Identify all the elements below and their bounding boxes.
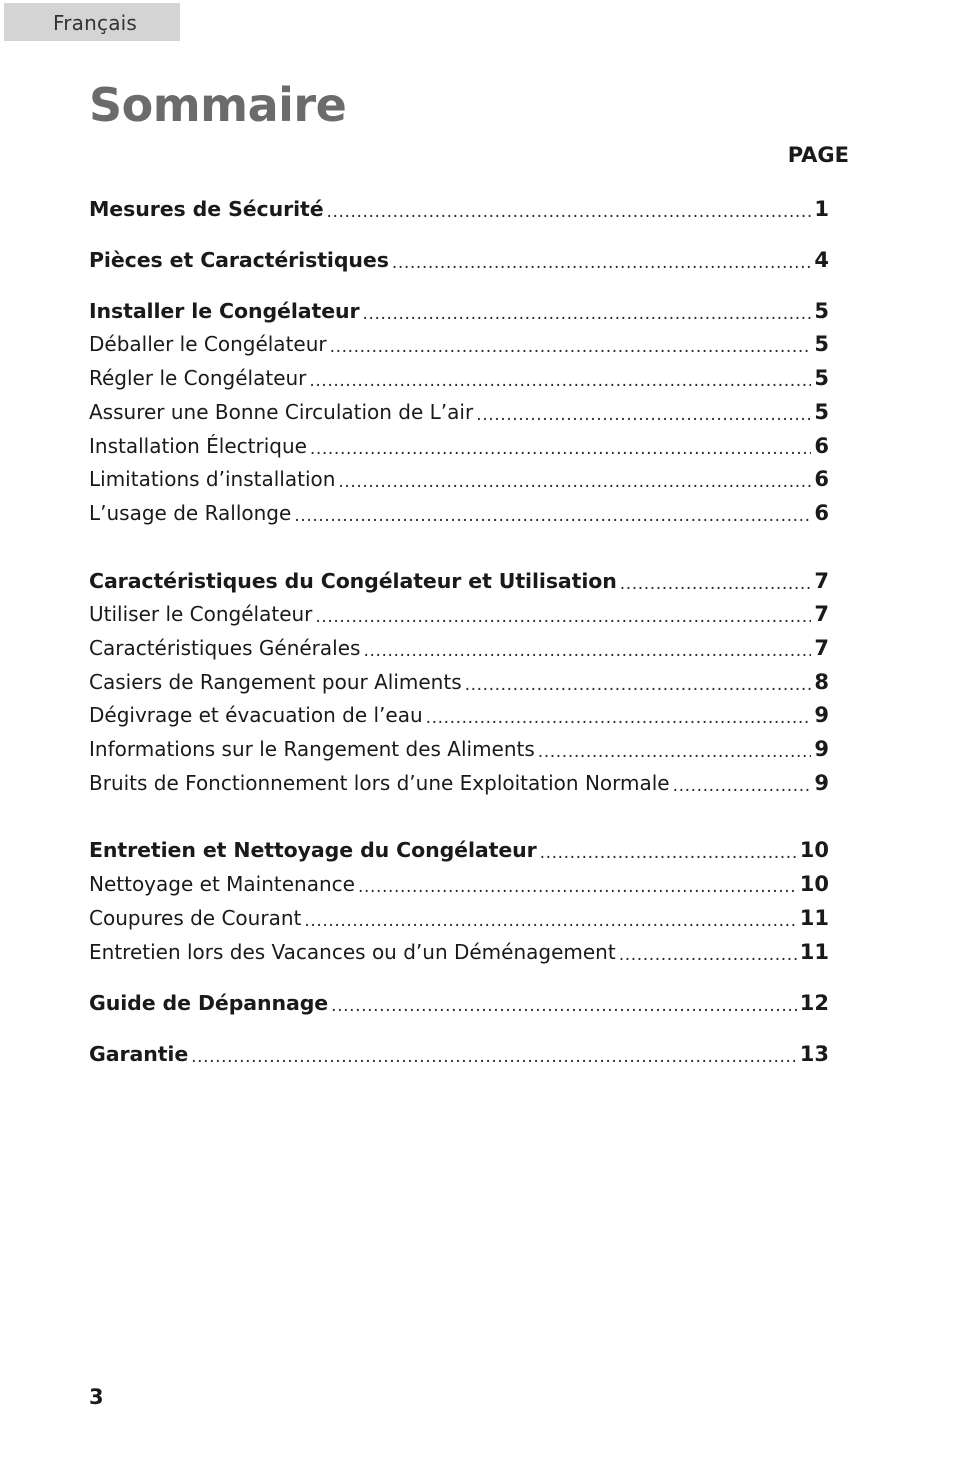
toc-entry[interactable] — [89, 245, 829, 275]
toc-entry[interactable] — [89, 734, 829, 764]
toc-entry[interactable] — [89, 1039, 829, 1069]
language-tab: Français — [4, 3, 180, 41]
toc-entry[interactable] — [89, 194, 829, 224]
toc-entry-label: Utiliser le Congélateur — [89, 602, 313, 626]
toc-entry-page: 12 — [799, 991, 829, 1015]
dot-leader — [191, 1039, 797, 1069]
toc-entry-label: Assurer une Bonne Circulation de L’air — [89, 400, 474, 424]
dot-leader — [309, 363, 811, 393]
toc-entry[interactable] — [89, 768, 829, 798]
toc-entry[interactable] — [89, 700, 829, 730]
dot-leader — [673, 768, 812, 798]
dot-leader — [619, 937, 797, 967]
dot-leader — [294, 498, 811, 528]
toc-entry-page: 11 — [799, 906, 829, 930]
toc-entry-page: 1 — [814, 197, 829, 221]
dot-leader — [392, 245, 812, 275]
toc-entry-page: 6 — [814, 501, 829, 525]
toc-entry-page: 10 — [799, 872, 829, 896]
toc-entry-label: Entretien et Nettoyage du Congélateur — [89, 838, 537, 862]
toc-entry-label: Mesures de Sécurité — [89, 197, 324, 221]
toc-entry[interactable] — [89, 937, 829, 967]
toc-entry-page: 13 — [799, 1042, 829, 1066]
toc-entry[interactable] — [89, 464, 829, 494]
toc-entry-label: Guide de Dépannage — [89, 991, 329, 1015]
toc-entry-label: Caractéristiques du Congélateur et Utilisation — [89, 569, 617, 593]
dot-leader — [538, 734, 812, 764]
dot-leader — [327, 194, 812, 224]
toc-entry[interactable] — [89, 363, 829, 393]
toc-entry[interactable] — [89, 835, 829, 865]
dot-leader — [465, 667, 812, 697]
toc-entry[interactable] — [89, 903, 829, 933]
dot-leader — [331, 988, 797, 1018]
toc-entry-label: Pièces et Caractéristiques — [89, 248, 389, 272]
toc-entry-label: Nettoyage et Maintenance — [89, 872, 355, 896]
dot-leader — [620, 566, 812, 596]
toc-entry-label: Limitations d’installation — [89, 467, 336, 491]
toc-entry[interactable] — [89, 633, 829, 663]
toc-entry-page: 7 — [814, 602, 829, 626]
page-number: 3 — [89, 1385, 104, 1409]
toc-entry-label: Informations sur le Rangement des Aliments — [89, 737, 535, 761]
toc-entry[interactable] — [89, 566, 829, 596]
toc-entry-page: 9 — [814, 771, 829, 795]
toc-entry-label: Déballer le Congélateur — [89, 332, 327, 356]
toc-entry-page: 5 — [814, 299, 829, 323]
toc-entry-label: Installer le Congélateur — [89, 299, 360, 323]
toc-entry[interactable] — [89, 329, 829, 359]
toc-entry[interactable] — [89, 498, 829, 528]
toc-entry-page: 9 — [814, 703, 829, 727]
toc-entry-page: 9 — [814, 737, 829, 761]
toc-entry-page: 7 — [814, 636, 829, 660]
toc-entry-page: 7 — [814, 569, 829, 593]
toc-entry-page: 10 — [799, 838, 829, 862]
toc-entry[interactable] — [89, 431, 829, 461]
toc-entry-label: Bruits de Fonctionnement lors d’une Exploitation Normale — [89, 771, 670, 795]
toc-entry[interactable] — [89, 869, 829, 899]
dot-leader — [315, 599, 811, 629]
dot-leader — [310, 431, 811, 461]
dot-leader — [540, 835, 797, 865]
toc-entry-page: 11 — [799, 940, 829, 964]
toc-entry[interactable] — [89, 599, 829, 629]
dot-leader — [363, 633, 811, 663]
dot-leader — [476, 397, 811, 427]
toc-entry-label: Garantie — [89, 1042, 189, 1066]
dot-leader — [338, 464, 811, 494]
page-title: Sommaire — [89, 78, 347, 132]
toc-entry-label: L’usage de Rallonge — [89, 501, 292, 525]
dot-leader — [426, 700, 812, 730]
toc-entry-page: 8 — [814, 670, 829, 694]
dot-leader — [304, 903, 796, 933]
toc-entry-label: Coupures de Courant — [89, 906, 302, 930]
dot-leader — [363, 296, 812, 326]
toc-entry[interactable] — [89, 667, 829, 697]
page-column-header: PAGE — [787, 143, 849, 167]
toc-entry[interactable] — [89, 296, 829, 326]
toc-entry-page: 6 — [814, 467, 829, 491]
toc-entry-label: Régler le Congélateur — [89, 366, 307, 390]
toc-entry-page: 5 — [814, 332, 829, 356]
toc-entry[interactable] — [89, 397, 829, 427]
toc-entry-page: 6 — [814, 434, 829, 458]
toc-entry-page: 5 — [814, 400, 829, 424]
dot-leader — [358, 869, 797, 899]
toc-entry-label: Casiers de Rangement pour Aliments — [89, 670, 462, 694]
toc-entry[interactable] — [89, 988, 829, 1018]
toc-entry-label: Entretien lors des Vacances ou d’un Déménagement — [89, 940, 616, 964]
toc-entry-label: Caractéristiques Générales — [89, 636, 361, 660]
toc-entry-label: Installation Électrique — [89, 434, 307, 458]
toc-entry-page: 5 — [814, 366, 829, 390]
dot-leader — [330, 329, 812, 359]
toc-entry-label: Dégivrage et évacuation de l’eau — [89, 703, 423, 727]
toc-entry-page: 4 — [814, 248, 829, 272]
